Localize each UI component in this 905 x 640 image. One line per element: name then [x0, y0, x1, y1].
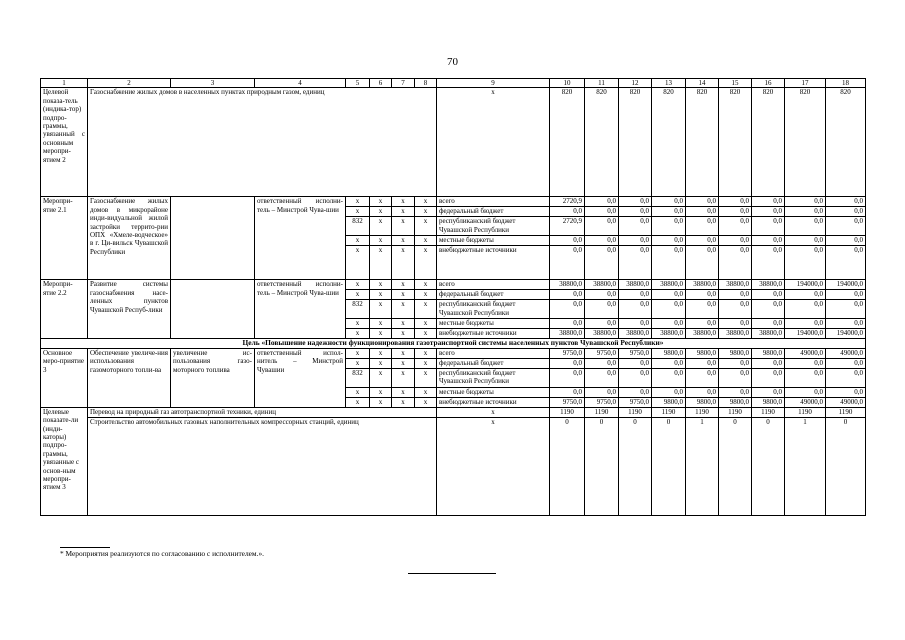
header-cell: 5 — [346, 79, 370, 88]
code-cell: х — [415, 207, 437, 217]
funding-source: местные бюджеты — [437, 319, 550, 329]
funding-source: республиканский бюджет Чувашской Республики — [437, 300, 550, 319]
value-cell: 0,0 — [826, 217, 866, 236]
value-cell: 38800,0 — [652, 280, 686, 290]
code-cell: х — [392, 348, 415, 358]
value-cell: 0,0 — [619, 368, 652, 387]
header-cell: 4 — [255, 79, 346, 88]
code-cell: х — [415, 300, 437, 319]
value-cell: 38800,0 — [550, 280, 585, 290]
funding-source: внебюджетные источники — [437, 397, 550, 407]
measure-label: Меропри-ятие 2.2 — [41, 280, 88, 339]
value-cell: 820 — [585, 88, 619, 197]
funding-source: внебюджетные источники — [437, 329, 550, 339]
header-cell: 1 — [41, 79, 88, 88]
funding-source: всего — [437, 348, 550, 358]
value-cell: 0 — [752, 417, 785, 515]
value-cell: 0,0 — [826, 387, 866, 397]
header-cell: 7 — [392, 79, 415, 88]
code-cell: х — [346, 348, 370, 358]
value-cell: 9800,0 — [752, 397, 785, 407]
value-cell: 0,0 — [585, 246, 619, 280]
value-cell: 38800,0 — [686, 280, 719, 290]
value-cell: 0,0 — [826, 319, 866, 329]
value-cell: 1190 — [686, 407, 719, 417]
header-cell: 6 — [370, 79, 392, 88]
value-cell: 0,0 — [550, 236, 585, 246]
value-cell: 49000,0 — [826, 397, 866, 407]
value-cell: 0,0 — [785, 217, 826, 236]
value-cell: 0,0 — [719, 217, 752, 236]
value-cell: 9750,0 — [550, 397, 585, 407]
indicator-x: х — [437, 417, 550, 515]
code-cell: х — [392, 280, 415, 290]
value-cell: 38800,0 — [585, 280, 619, 290]
header-cell: 13 — [652, 79, 686, 88]
code-cell: х — [346, 397, 370, 407]
value-cell: 0,0 — [550, 207, 585, 217]
code-cell: х — [346, 319, 370, 329]
value-cell: 0,0 — [752, 246, 785, 280]
funding-source: республиканский бюджет Чувашской Республики — [437, 217, 550, 236]
value-cell: 0,0 — [550, 290, 585, 300]
value-cell: 0,0 — [826, 197, 866, 207]
value-cell: 0,0 — [826, 290, 866, 300]
value-cell: 0,0 — [652, 368, 686, 387]
code-cell: х — [346, 358, 370, 368]
code-cell: х — [392, 236, 415, 246]
value-cell: 0,0 — [752, 217, 785, 236]
responsible-executor: ответственный исполни-тель – Минстрой Чува-шии — [255, 280, 346, 339]
value-cell: 0,0 — [550, 358, 585, 368]
indicator-x: х — [437, 88, 550, 197]
value-cell: 1190 — [652, 407, 686, 417]
value-cell: 9800,0 — [652, 348, 686, 358]
code-cell: х — [370, 319, 392, 329]
value-cell: 38800,0 — [686, 329, 719, 339]
code-cell: х — [415, 358, 437, 368]
value-cell: 2720,9 — [550, 217, 585, 236]
header-cell: 3 — [171, 79, 255, 88]
value-cell: 194000,0 — [826, 329, 866, 339]
value-cell: 820 — [752, 88, 785, 197]
value-cell: 0,0 — [785, 319, 826, 329]
value-cell: 0,0 — [619, 217, 652, 236]
value-cell: 0,0 — [619, 246, 652, 280]
value-cell: 0,0 — [752, 368, 785, 387]
footnote: * Мероприятия реализуются по согласованию с исполнителем.». — [60, 549, 264, 558]
value-cell: 0,0 — [719, 358, 752, 368]
value-cell: 0,0 — [652, 217, 686, 236]
value-cell: 0,0 — [785, 368, 826, 387]
header-cell: 10 — [550, 79, 585, 88]
code-cell: х — [392, 246, 415, 280]
value-cell: 0 — [652, 417, 686, 515]
code-cell: х — [370, 300, 392, 319]
funding-source: федеральный бюджет — [437, 207, 550, 217]
header-cell: 14 — [686, 79, 719, 88]
code-cell: х — [415, 236, 437, 246]
value-cell: 49000,0 — [826, 348, 866, 358]
value-cell: 0,0 — [619, 319, 652, 329]
header-cell: 11 — [585, 79, 619, 88]
value-cell: 0,0 — [686, 197, 719, 207]
header-cell: 12 — [619, 79, 652, 88]
measure-row — [41, 197, 866, 207]
code-cell: х — [415, 397, 437, 407]
code-cell: 832 — [346, 217, 370, 236]
code-cell: х — [346, 290, 370, 300]
funding-source: всего — [437, 197, 550, 207]
value-cell: 0,0 — [652, 246, 686, 280]
value-cell: 0,0 — [550, 319, 585, 329]
indicator-description: Перевод на природный газ автотранспортной техники, единиц — [88, 407, 437, 417]
value-cell: 0,0 — [686, 236, 719, 246]
value-cell: 0,0 — [585, 368, 619, 387]
responsible-executor: ответственный исполни-тель – Минстрой Чува-шии — [255, 197, 346, 280]
value-cell: 0,0 — [652, 300, 686, 319]
header-cell: 8 — [415, 79, 437, 88]
value-cell: 0,0 — [686, 207, 719, 217]
indicator-label: Целевой показа-тель (индика-тор) подпро-граммы, увязанный с основным меропри-ятием 2 — [41, 88, 88, 197]
measure-indicator — [171, 197, 255, 280]
value-cell: 0,0 — [826, 368, 866, 387]
value-cell: 0,0 — [719, 368, 752, 387]
measure-row — [41, 348, 866, 358]
value-cell: 0,0 — [585, 197, 619, 207]
value-cell: 0,0 — [719, 246, 752, 280]
code-cell: х — [415, 329, 437, 339]
value-cell: 0,0 — [652, 197, 686, 207]
code-cell: х — [370, 290, 392, 300]
value-cell: 0,0 — [652, 387, 686, 397]
value-cell: 38800,0 — [585, 329, 619, 339]
value-cell: 38800,0 — [550, 329, 585, 339]
value-cell: 0,0 — [585, 207, 619, 217]
funding-source: местные бюджеты — [437, 387, 550, 397]
value-cell: 820 — [619, 88, 652, 197]
value-cell: 0,0 — [826, 300, 866, 319]
code-cell: 832 — [346, 300, 370, 319]
code-cell: х — [370, 358, 392, 368]
code-cell: х — [415, 217, 437, 236]
funding-source: местные бюджеты — [437, 236, 550, 246]
value-cell: 0,0 — [619, 300, 652, 319]
code-cell: х — [370, 397, 392, 407]
value-cell: 38800,0 — [752, 329, 785, 339]
value-cell: 1190 — [550, 407, 585, 417]
value-cell: 0,0 — [785, 197, 826, 207]
code-cell: х — [370, 217, 392, 236]
value-cell: 820 — [550, 88, 585, 197]
measure-name: Развитие системы газоснабжения насе-ленных пунктов Чувашской Респуб-лики — [88, 280, 171, 339]
value-cell: 9750,0 — [619, 348, 652, 358]
code-cell: х — [392, 397, 415, 407]
header-cell: 2 — [88, 79, 171, 88]
value-cell: 1190 — [785, 407, 826, 417]
value-cell: 0,0 — [550, 246, 585, 280]
value-cell: 820 — [686, 88, 719, 197]
value-cell: 0,0 — [619, 387, 652, 397]
code-cell: х — [392, 329, 415, 339]
value-cell: 0,0 — [826, 236, 866, 246]
value-cell: 1190 — [585, 407, 619, 417]
value-cell: 38800,0 — [652, 329, 686, 339]
value-cell: 0,0 — [585, 358, 619, 368]
code-cell: х — [346, 387, 370, 397]
code-cell: х — [370, 246, 392, 280]
funding-source: всего — [437, 280, 550, 290]
value-cell: 0,0 — [752, 236, 785, 246]
code-cell: х — [392, 387, 415, 397]
code-cell: х — [346, 207, 370, 217]
funding-source: федеральный бюджет — [437, 358, 550, 368]
value-cell: 0,0 — [652, 319, 686, 329]
value-cell: 0,0 — [752, 319, 785, 329]
header-cell: 17 — [785, 79, 826, 88]
value-cell: 194000,0 — [785, 329, 826, 339]
target-indicator-row — [41, 417, 866, 515]
value-cell: 0,0 — [585, 217, 619, 236]
value-cell: 1 — [785, 417, 826, 515]
value-cell: 38800,0 — [619, 280, 652, 290]
code-cell: х — [370, 329, 392, 339]
value-cell: 0 — [826, 417, 866, 515]
code-cell: х — [346, 197, 370, 207]
code-cell: х — [370, 236, 392, 246]
code-cell: х — [415, 387, 437, 397]
code-cell: х — [415, 246, 437, 280]
code-cell: х — [392, 319, 415, 329]
value-cell: 820 — [719, 88, 752, 197]
measure-name: Обеспечение увеличе-ния использования газомоторного топли-ва — [88, 348, 171, 407]
value-cell: 9750,0 — [550, 348, 585, 358]
value-cell: 49000,0 — [785, 348, 826, 358]
value-cell: 194000,0 — [785, 280, 826, 290]
value-cell: 0,0 — [550, 387, 585, 397]
value-cell: 0,0 — [752, 197, 785, 207]
value-cell: 0,0 — [585, 300, 619, 319]
value-cell: 0,0 — [719, 290, 752, 300]
value-cell: 38800,0 — [719, 280, 752, 290]
value-cell: 0,0 — [719, 197, 752, 207]
value-cell: 0,0 — [719, 300, 752, 319]
value-cell: 9750,0 — [585, 348, 619, 358]
value-cell: 0,0 — [686, 300, 719, 319]
value-cell: 0,0 — [619, 197, 652, 207]
header-cell: 9 — [437, 79, 550, 88]
measure-indicator: увеличение ис-пользования газо-моторного топлива — [171, 348, 255, 407]
value-cell: 194000,0 — [826, 280, 866, 290]
code-cell: х — [346, 236, 370, 246]
value-cell: 1190 — [752, 407, 785, 417]
value-cell: 0,0 — [686, 358, 719, 368]
value-cell: 0,0 — [785, 246, 826, 280]
measure-row — [41, 280, 866, 290]
value-cell: 0,0 — [585, 319, 619, 329]
value-cell: 0 — [550, 417, 585, 515]
code-cell: х — [415, 368, 437, 387]
value-cell: 0,0 — [826, 207, 866, 217]
measure-label: Меропри-ятие 2.1 — [41, 197, 88, 280]
code-cell: х — [392, 207, 415, 217]
value-cell: 0,0 — [550, 300, 585, 319]
funding-source: республиканский бюджет Чувашской Республики — [437, 368, 550, 387]
code-cell: х — [415, 197, 437, 207]
value-cell: 0,0 — [585, 236, 619, 246]
header-cell: 15 — [719, 79, 752, 88]
value-cell: 0,0 — [785, 236, 826, 246]
value-cell: 820 — [652, 88, 686, 197]
responsible-executor: ответственный испол-нитель – Минстрой Чувашии — [255, 348, 346, 407]
value-cell: 0,0 — [719, 207, 752, 217]
value-cell: 38800,0 — [619, 329, 652, 339]
footnote-divider — [60, 547, 110, 548]
value-cell: 0,0 — [686, 217, 719, 236]
value-cell: 9800,0 — [686, 397, 719, 407]
value-cell: 0 — [719, 417, 752, 515]
code-cell: х — [415, 348, 437, 358]
value-cell: 0,0 — [585, 387, 619, 397]
value-cell: 2720,9 — [550, 197, 585, 207]
value-cell: 0,0 — [686, 246, 719, 280]
value-cell: 9750,0 — [585, 397, 619, 407]
value-cell: 0,0 — [652, 207, 686, 217]
goal-heading: Цель «Повышение надежности функционирования газотранспортной системы населенных пунктов Чувашской Республики» — [41, 339, 866, 348]
indicator-description: Газоснабжение жилых домов в населенных пунктах природным газом, единиц — [88, 88, 437, 197]
measure-name: Газоснабжение жилых домов в микрорайоне инди-видуальной жилой застройки террито-рии ОПХ «Хмеле-водческое» в г. Ци-вильск Чувашской Республики — [88, 197, 171, 280]
value-cell: 0,0 — [686, 387, 719, 397]
indicator-x: х — [437, 407, 550, 417]
value-cell: 0,0 — [785, 290, 826, 300]
value-cell: 0,0 — [686, 319, 719, 329]
goal-heading-row — [41, 339, 866, 348]
code-cell: х — [346, 246, 370, 280]
value-cell: 0,0 — [785, 300, 826, 319]
value-cell: 9800,0 — [719, 397, 752, 407]
code-cell: х — [370, 368, 392, 387]
code-cell: х — [370, 207, 392, 217]
measure-label: Основное меро-приятие 3 — [41, 348, 88, 407]
value-cell: 49000,0 — [785, 397, 826, 407]
value-cell: 0,0 — [752, 290, 785, 300]
code-cell: х — [392, 290, 415, 300]
value-cell: 0,0 — [652, 236, 686, 246]
code-cell: х — [370, 197, 392, 207]
value-cell: 0,0 — [785, 358, 826, 368]
value-cell: 0,0 — [686, 368, 719, 387]
value-cell: 38800,0 — [752, 280, 785, 290]
target-indicator-row — [41, 88, 866, 197]
code-cell: х — [370, 348, 392, 358]
value-cell: 0,0 — [719, 319, 752, 329]
value-cell: 9800,0 — [686, 348, 719, 358]
value-cell: 820 — [826, 88, 866, 197]
value-cell: 9800,0 — [719, 348, 752, 358]
code-cell: х — [415, 280, 437, 290]
code-cell: х — [392, 197, 415, 207]
value-cell: 0,0 — [619, 290, 652, 300]
value-cell: 1190 — [826, 407, 866, 417]
value-cell: 0,0 — [550, 368, 585, 387]
page-number: 70 — [447, 56, 458, 68]
value-cell: 0 — [619, 417, 652, 515]
code-cell: х — [346, 329, 370, 339]
value-cell: 0,0 — [826, 246, 866, 280]
value-cell: 0,0 — [652, 358, 686, 368]
target-indicator-row — [41, 407, 866, 417]
header-row — [41, 79, 866, 88]
value-cell: 9750,0 — [619, 397, 652, 407]
value-cell: 0,0 — [826, 358, 866, 368]
code-cell: х — [415, 290, 437, 300]
code-cell: х — [346, 280, 370, 290]
value-cell: 0 — [585, 417, 619, 515]
code-cell: х — [370, 280, 392, 290]
value-cell: 0,0 — [785, 207, 826, 217]
value-cell: 0,0 — [752, 207, 785, 217]
value-cell: 0,0 — [619, 236, 652, 246]
code-cell: х — [370, 387, 392, 397]
code-cell: 832 — [346, 368, 370, 387]
header-cell: 16 — [752, 79, 785, 88]
value-cell: 0,0 — [619, 358, 652, 368]
code-cell: х — [392, 358, 415, 368]
value-cell: 0,0 — [752, 300, 785, 319]
value-cell: 820 — [785, 88, 826, 197]
value-cell: 0,0 — [752, 387, 785, 397]
value-cell: 0,0 — [719, 236, 752, 246]
value-cell: 1190 — [619, 407, 652, 417]
value-cell: 0,0 — [619, 207, 652, 217]
indicator-description: Строительство автомобильных газовых наполнительных компрессорных станций, единиц — [88, 417, 437, 515]
value-cell: 0,0 — [585, 290, 619, 300]
funding-source: федеральный бюджет — [437, 290, 550, 300]
code-cell: х — [392, 300, 415, 319]
code-cell: х — [392, 368, 415, 387]
value-cell: 0,0 — [719, 387, 752, 397]
value-cell: 0,0 — [785, 387, 826, 397]
value-cell: 38800,0 — [719, 329, 752, 339]
code-cell: х — [415, 319, 437, 329]
value-cell: 1190 — [719, 407, 752, 417]
value-cell: 0,0 — [686, 290, 719, 300]
value-cell: 1 — [686, 417, 719, 515]
measure-indicator — [171, 280, 255, 339]
indicator-label: Целевые показате-ли (инди-каторы) подпро-граммы, увязанные с основ-ным меропри-ятием 3 — [41, 407, 88, 515]
end-divider — [408, 573, 496, 574]
value-cell: 0,0 — [752, 358, 785, 368]
program-table — [40, 78, 866, 516]
value-cell: 0,0 — [652, 290, 686, 300]
code-cell: х — [392, 217, 415, 236]
value-cell: 9800,0 — [752, 348, 785, 358]
header-cell: 18 — [826, 79, 866, 88]
funding-source: внебюджетные источники — [437, 246, 550, 280]
value-cell: 9800,0 — [652, 397, 686, 407]
